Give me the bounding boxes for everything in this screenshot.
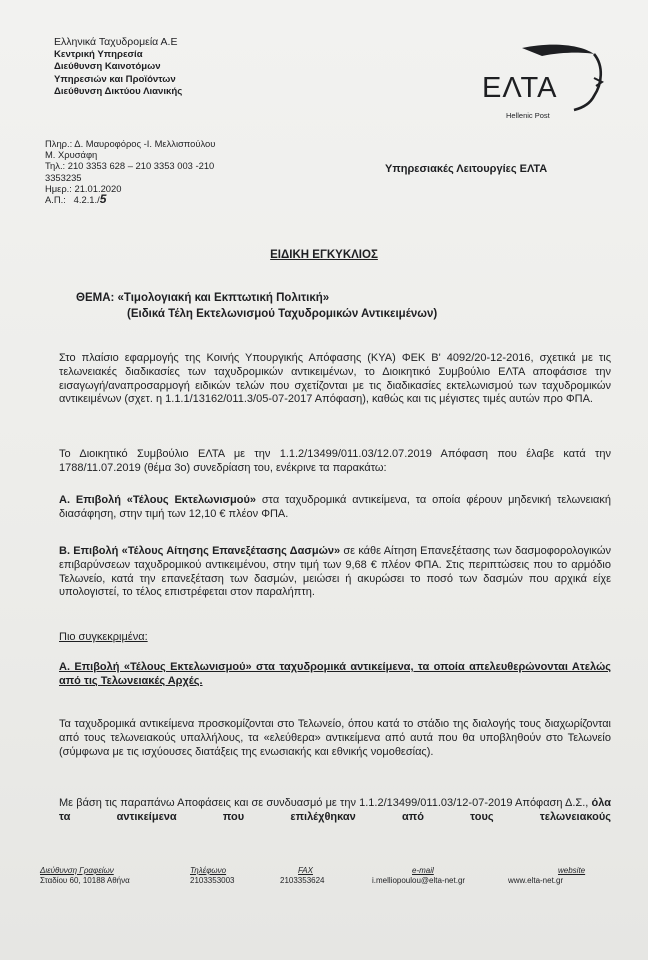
paragraph-b (59, 545, 611, 600)
paragraph-final (59, 797, 611, 825)
date-line: Ημερ.: 21.01.2020 (45, 182, 122, 194)
paragraph-final-bold: όλα τα αντικείμενα που επιλέχθηκαν από τους τελωνειακούς (59, 797, 611, 823)
footer-label: website (558, 866, 586, 875)
protocol-label: Α.Π.: (45, 194, 66, 206)
section-a-heading: Α. Επιβολή «Τέλους Εκτελωνισμού» στα ταχυδρομικά αντικείμενα, τα οποία απελευθερώνονται Ατελώς από τις Τελωνειακές Αρχές. (59, 661, 611, 687)
paragraph: Το Διοικητικό Συμβούλιο ΕΛΤΑ με την 1.1.2/13499/011.03/12.07.2019 Απόφαση που έλαβε κατά την 1788/11.07.2019 (θέμα 3ο) συνεδρίαση του, ενέκρινε τα παρακάτω: (59, 448, 611, 474)
circular-title: ΕΙΔΙΚΗ ΕΓΚΥΚΛΙΟΣ (270, 249, 378, 261)
footer-value: Σταδίου 60, 10188 Αθήνα (40, 876, 130, 885)
sender-block (54, 36, 182, 99)
paragraph: Στο πλαίσιο εφαρμογής της Κοινής Υπουργικής Απόφασης (ΚΥΑ) ΦΕΚ Β' 4092/20-12-2016, σχετικά με τις τελωνειακές διαδικασίες των ταχυδρομικών αντικειμένων, το Διοικητικό Συμβούλιο ΕΛΤΑ αποφάσισε την εισαγωγή/αναπροσαρμογή ειδικών τελών που σχετίζονται με τις διαδικασίες εκτελωνισμού των ταχυδρομικών αντικειμένων (σχετ. η 1.1.1/13162/011.3/05-07-2017 Απόφαση), καθώς και τις μέγιστες τιμές αυτών προ ΦΠΑ. (59, 352, 611, 406)
sender-line: Διεύθυνση Καινοτόμων (54, 61, 161, 72)
paragraph-b-heading: Β. Επιβολή «Τέλους Αίτησης Επανεξέτασης Δασμών» (59, 545, 341, 557)
footer-label: FAX (298, 866, 313, 875)
logo-subtitle: Hellenic Post (506, 111, 550, 120)
footer-value: www.elta-net.gr (508, 876, 564, 885)
protocol-handwritten: 5 (99, 192, 107, 207)
sender-line: Υπηρεσιών και Προϊόντων (54, 73, 176, 85)
sender-org: Ελληνικά Ταχυδρομεία Α.Ε (54, 36, 178, 48)
footer-label: Διεύθυνση Γραφείων (40, 866, 114, 875)
info-line: Πληρ.: Δ. Μαυροφόρος -Ι. Μελλισπούλου (45, 138, 216, 149)
protocol-value: 4.2.1./ (73, 194, 100, 206)
footer-value: i.melliopoulou@elta-net.gr (372, 876, 466, 885)
info-line: Μ. Χρυσάφη (45, 149, 98, 161)
logo-wordmark: ΕΛΤΑ (482, 72, 558, 104)
protocol-number (45, 194, 215, 205)
footer-phone (190, 866, 235, 886)
subject (76, 290, 437, 322)
paragraph-a-heading: Α. Επιβολή «Τέλους Εκτελωνισμού» (59, 494, 256, 506)
footer-website (508, 866, 585, 886)
reference-block (45, 138, 215, 205)
paragraph-a (59, 494, 611, 522)
subject-line: (Ειδικά Τέλη Εκτελωνισμού Ταχυδρομικών Αντικειμένων) (127, 308, 438, 320)
phone-line: Τηλ.: 210 3353 628 – 210 3353 003 -210 (45, 160, 215, 172)
paragraph-a-text: στα ταχυδρομικά αντικείμενα, τα οποία φέρουν μηδενική τελωνειακή διασάφηση, στην τιμή των 12,10 € πλέον ΦΠΑ. (59, 494, 611, 520)
sender-line: Κεντρική Υπηρεσία (54, 48, 143, 60)
footer-address (40, 866, 130, 886)
footer-email (372, 866, 465, 886)
paragraph-b-text: σε κάθε Αίτηση Επανεξέτασης των δασμοφορολογικών επιβαρύνσεων ταχυδρομικού αντικειμένου, στην τιμή των 9,68 € πλέον ΦΠΑ. Στις περιπτώσεις που το αρμόδιο Τελωνείο, κατά την επανεξέταση των δασμών, μειώσει ή ακυρώσει το ποσό των δασμών που αρχικά είχε υπολογιστεί, το τέλος επιστρέφεται στον παραλήπτη. (59, 545, 611, 599)
paragraph-final-text: Με βάση τις παραπάνω Αποφάσεις και σε συνδυασμό με την 1.1.2/13499/011.03/12-07-2019 Απόφαση Δ.Σ., (59, 797, 592, 809)
sender-line: Διεύθυνση Δικτύου Λιανικής (54, 86, 183, 97)
elta-logo (470, 38, 620, 133)
recipient: Υπηρεσιακές Λειτουργίες ΕΛΤΑ (385, 163, 548, 175)
phone-line: 3353235 (45, 171, 82, 183)
footer-value: 2103353624 (280, 876, 325, 885)
more-specific-heading: Πιο συγκεκριμένα: (59, 631, 148, 643)
footer-label: e-mail (412, 866, 434, 875)
paragraph: Τα ταχυδρομικά αντικείμενα προσκομίζονται στο Τελωνείο, όπου κατά το στάδιο της διαλογής τους διαχωρίζονται από τους τελωνειακούς υπαλλήλους, τα «ελεύθερα» αντικείμενα από αυτά που θα υποβληθούν στο Τελωνείο (σύμφωνα με τις ισχύουσες διατάξεις της ενωσιακής και εθνικής νομοθεσίας). (59, 718, 611, 758)
footer-value: 2103353003 (190, 876, 235, 885)
subject-line: ΘΕΜΑ: «Τιμολογιακή και Εκπτωτική Πολιτική» (76, 292, 330, 304)
footer-label: Τηλέφωνο (190, 866, 227, 875)
footer-fax (280, 866, 325, 886)
